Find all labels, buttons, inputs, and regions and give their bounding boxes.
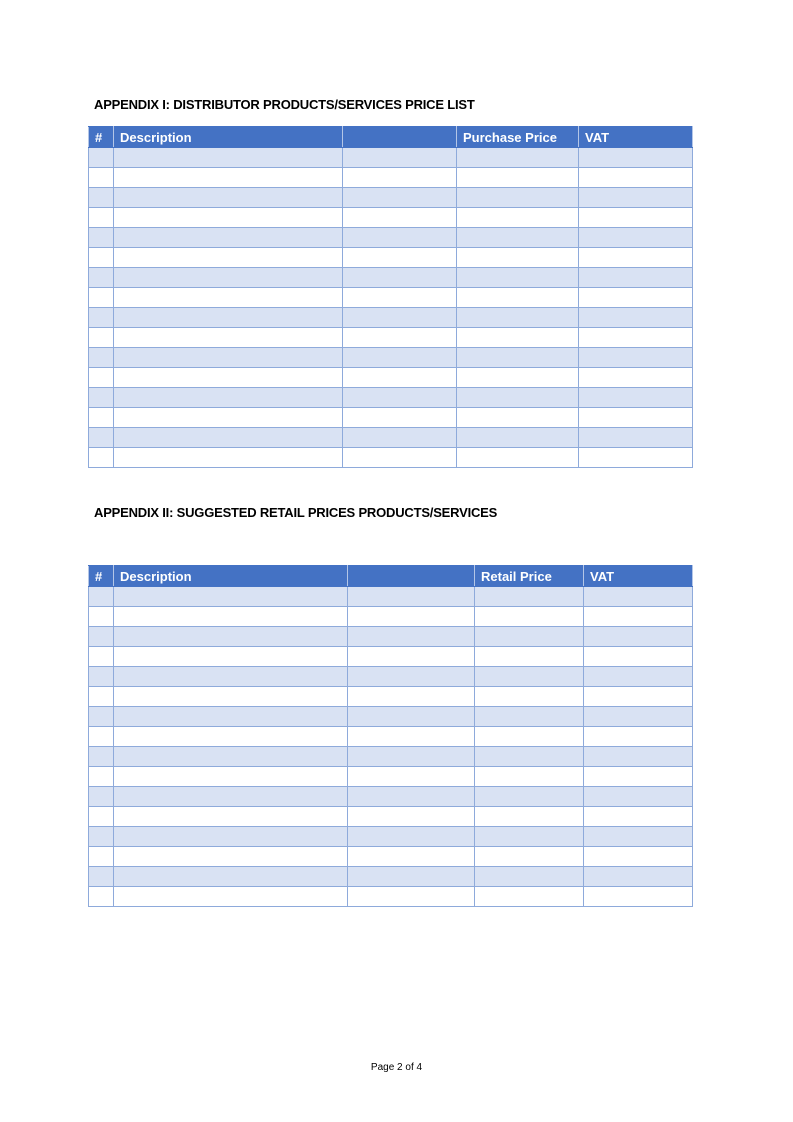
table-cell[interactable] xyxy=(89,388,114,408)
table-cell[interactable] xyxy=(457,228,579,248)
table-cell[interactable] xyxy=(584,847,693,867)
table-cell[interactable] xyxy=(114,847,348,867)
table-cell[interactable] xyxy=(475,847,584,867)
table-cell[interactable] xyxy=(584,647,693,667)
table-row xyxy=(89,368,693,388)
table-cell[interactable] xyxy=(343,448,457,468)
table-cell[interactable] xyxy=(584,607,693,627)
table-cell[interactable] xyxy=(584,827,693,847)
table-cell[interactable] xyxy=(348,827,475,847)
table-cell[interactable] xyxy=(584,867,693,887)
table-row xyxy=(89,168,693,188)
table-cell[interactable] xyxy=(114,887,348,907)
table-cell[interactable] xyxy=(584,687,693,707)
table-cell[interactable] xyxy=(114,368,343,388)
table-cell[interactable] xyxy=(89,767,114,787)
col-vat: VAT xyxy=(579,127,693,148)
table-cell[interactable] xyxy=(89,847,114,867)
table-cell[interactable] xyxy=(114,587,348,607)
table-row xyxy=(89,727,693,747)
table-cell[interactable] xyxy=(348,787,475,807)
table-row xyxy=(89,388,693,408)
table-cell[interactable] xyxy=(579,248,693,268)
table-cell[interactable] xyxy=(348,807,475,827)
table-cell[interactable] xyxy=(579,448,693,468)
table-cell[interactable] xyxy=(457,168,579,188)
table-cell[interactable] xyxy=(89,687,114,707)
table-cell[interactable] xyxy=(348,587,475,607)
table-cell[interactable] xyxy=(114,328,343,348)
table-cell[interactable] xyxy=(114,208,343,228)
table-row xyxy=(89,448,693,468)
table-cell[interactable] xyxy=(343,228,457,248)
table-row xyxy=(89,328,693,348)
table-cell[interactable] xyxy=(89,647,114,667)
table-row xyxy=(89,627,693,647)
table-cell[interactable] xyxy=(343,288,457,308)
table-cell[interactable] xyxy=(348,887,475,907)
table-cell[interactable] xyxy=(114,607,348,627)
table-cell[interactable] xyxy=(89,587,114,607)
table-cell[interactable] xyxy=(579,388,693,408)
table-cell[interactable] xyxy=(579,188,693,208)
table-cell[interactable] xyxy=(579,208,693,228)
table-cell[interactable] xyxy=(348,747,475,767)
table-cell[interactable] xyxy=(475,587,584,607)
table-cell[interactable] xyxy=(584,787,693,807)
table-cell[interactable] xyxy=(114,867,348,887)
table-cell[interactable] xyxy=(89,627,114,647)
table-cell[interactable] xyxy=(579,428,693,448)
table-cell[interactable] xyxy=(457,328,579,348)
table-row xyxy=(89,707,693,727)
table-cell[interactable] xyxy=(89,268,114,288)
table-cell[interactable] xyxy=(475,867,584,887)
table-cell[interactable] xyxy=(114,767,348,787)
table-cell[interactable] xyxy=(343,168,457,188)
table-cell[interactable] xyxy=(457,308,579,328)
table-cell[interactable] xyxy=(114,308,343,328)
table-cell[interactable] xyxy=(579,168,693,188)
table-cell[interactable] xyxy=(114,348,343,368)
col-description: Description xyxy=(114,127,343,148)
table-cell[interactable] xyxy=(89,228,114,248)
table-cell[interactable] xyxy=(114,807,348,827)
table-cell[interactable] xyxy=(584,627,693,647)
table-row xyxy=(89,607,693,627)
table-cell[interactable] xyxy=(584,667,693,687)
table-cell[interactable] xyxy=(114,727,348,747)
table-cell[interactable] xyxy=(475,607,584,627)
table-cell[interactable] xyxy=(475,807,584,827)
table-row xyxy=(89,647,693,667)
table-cell[interactable] xyxy=(579,368,693,388)
table-row xyxy=(89,827,693,847)
table-row xyxy=(89,867,693,887)
col-purchase-price: Purchase Price xyxy=(457,127,579,148)
table-cell[interactable] xyxy=(343,388,457,408)
table-cell[interactable] xyxy=(89,168,114,188)
table-cell[interactable] xyxy=(343,248,457,268)
table-cell[interactable] xyxy=(457,248,579,268)
table-cell[interactable] xyxy=(475,787,584,807)
table-header-row xyxy=(89,566,693,587)
table-cell[interactable] xyxy=(114,288,343,308)
table-cell[interactable] xyxy=(89,607,114,627)
table-row xyxy=(89,747,693,767)
table-cell[interactable] xyxy=(584,807,693,827)
table-cell[interactable] xyxy=(584,727,693,747)
table-cell[interactable] xyxy=(475,647,584,667)
table-cell[interactable] xyxy=(475,747,584,767)
table-cell[interactable] xyxy=(348,727,475,747)
table-cell[interactable] xyxy=(343,148,457,168)
appendix-1-table xyxy=(88,126,693,468)
table-cell[interactable] xyxy=(584,707,693,727)
appendix-2-table xyxy=(88,565,693,907)
appendix-1-title: APPENDIX I: DISTRIBUTOR PRODUCTS/SERVICES PRICE LIST xyxy=(94,97,475,112)
table-cell[interactable] xyxy=(89,408,114,428)
table-cell[interactable] xyxy=(584,767,693,787)
table-cell[interactable] xyxy=(89,348,114,368)
table-cell[interactable] xyxy=(114,707,348,727)
table-cell[interactable] xyxy=(475,627,584,647)
table-row xyxy=(89,687,693,707)
table-row xyxy=(89,428,693,448)
table-cell[interactable] xyxy=(475,887,584,907)
table-row xyxy=(89,787,693,807)
table-row xyxy=(89,148,693,168)
table-cell[interactable] xyxy=(348,767,475,787)
table-cell[interactable] xyxy=(475,767,584,787)
table-cell[interactable] xyxy=(114,827,348,847)
table-cell[interactable] xyxy=(348,867,475,887)
table-cell[interactable] xyxy=(475,727,584,747)
table-cell[interactable] xyxy=(457,148,579,168)
table-row xyxy=(89,587,693,607)
table-row xyxy=(89,268,693,288)
table-cell[interactable] xyxy=(89,328,114,348)
table-cell[interactable] xyxy=(114,148,343,168)
table-cell[interactable] xyxy=(89,148,114,168)
table-cell[interactable] xyxy=(343,428,457,448)
table-cell[interactable] xyxy=(89,887,114,907)
table-row xyxy=(89,348,693,368)
col-number: # xyxy=(89,566,114,587)
table-cell[interactable] xyxy=(475,667,584,687)
table-cell[interactable] xyxy=(89,188,114,208)
table-row xyxy=(89,408,693,428)
table-cell[interactable] xyxy=(343,328,457,348)
table-cell[interactable] xyxy=(114,228,343,248)
table-cell[interactable] xyxy=(114,448,343,468)
table-cell[interactable] xyxy=(89,448,114,468)
table-cell[interactable] xyxy=(343,368,457,388)
table-cell[interactable] xyxy=(343,408,457,428)
table-cell[interactable] xyxy=(114,388,343,408)
table-cell[interactable] xyxy=(89,288,114,308)
table-row xyxy=(89,228,693,248)
table-cell[interactable] xyxy=(348,687,475,707)
table-cell[interactable] xyxy=(457,288,579,308)
table-header-row xyxy=(89,127,693,148)
table-row xyxy=(89,208,693,228)
table-cell[interactable] xyxy=(348,647,475,667)
table-cell[interactable] xyxy=(89,747,114,767)
table-cell[interactable] xyxy=(89,368,114,388)
table-row xyxy=(89,767,693,787)
table-cell[interactable] xyxy=(89,707,114,727)
table-cell[interactable] xyxy=(343,308,457,328)
table-row xyxy=(89,248,693,268)
table-cell[interactable] xyxy=(114,747,348,767)
table-cell[interactable] xyxy=(114,428,343,448)
page-number: Page 2 of 4 xyxy=(370,1062,423,1073)
table-row xyxy=(89,667,693,687)
table-cell[interactable] xyxy=(89,428,114,448)
col-description: Description xyxy=(114,566,348,587)
col-blank xyxy=(343,127,457,148)
table-cell[interactable] xyxy=(475,827,584,847)
appendix-2-title: APPENDIX II: SUGGESTED RETAIL PRICES PRODUCTS/SERVICES xyxy=(94,505,498,520)
table-cell[interactable] xyxy=(579,288,693,308)
table-cell[interactable] xyxy=(89,248,114,268)
table-row xyxy=(89,188,693,208)
table-cell[interactable] xyxy=(114,787,348,807)
col-blank xyxy=(348,566,475,587)
table-cell[interactable] xyxy=(457,388,579,408)
table-cell[interactable] xyxy=(348,707,475,727)
table-cell[interactable] xyxy=(475,687,584,707)
table-cell[interactable] xyxy=(457,268,579,288)
table-cell[interactable] xyxy=(348,667,475,687)
table-row xyxy=(89,288,693,308)
table-cell[interactable] xyxy=(343,208,457,228)
table-cell[interactable] xyxy=(579,408,693,428)
table-cell[interactable] xyxy=(89,827,114,847)
table-cell[interactable] xyxy=(114,687,348,707)
table-cell[interactable] xyxy=(584,887,693,907)
table-cell[interactable] xyxy=(89,208,114,228)
table-cell[interactable] xyxy=(114,627,348,647)
table-cell[interactable] xyxy=(579,228,693,248)
table-cell[interactable] xyxy=(579,268,693,288)
table-cell[interactable] xyxy=(584,747,693,767)
table-cell[interactable] xyxy=(343,188,457,208)
table-row xyxy=(89,887,693,907)
table-cell[interactable] xyxy=(457,408,579,428)
table-cell[interactable] xyxy=(457,208,579,228)
table-cell[interactable] xyxy=(89,787,114,807)
table-cell[interactable] xyxy=(89,867,114,887)
table-row xyxy=(89,308,693,328)
table-cell[interactable] xyxy=(579,328,693,348)
col-number: # xyxy=(89,127,114,148)
table-cell[interactable] xyxy=(89,308,114,328)
table-row xyxy=(89,847,693,867)
table-cell[interactable] xyxy=(89,667,114,687)
table-cell[interactable] xyxy=(114,268,343,288)
table-cell[interactable] xyxy=(114,248,343,268)
table-cell[interactable] xyxy=(114,188,343,208)
table-cell[interactable] xyxy=(579,148,693,168)
table-cell[interactable] xyxy=(475,707,584,727)
table-cell[interactable] xyxy=(348,847,475,867)
table-cell[interactable] xyxy=(584,587,693,607)
table-cell[interactable] xyxy=(457,428,579,448)
table-cell[interactable] xyxy=(579,348,693,368)
table-cell[interactable] xyxy=(114,408,343,428)
table-cell[interactable] xyxy=(343,348,457,368)
table-cell[interactable] xyxy=(343,268,457,288)
table-cell[interactable] xyxy=(457,368,579,388)
table-cell[interactable] xyxy=(579,308,693,328)
table-cell[interactable] xyxy=(114,168,343,188)
col-vat: VAT xyxy=(584,566,693,587)
table-cell[interactable] xyxy=(89,727,114,747)
table-row xyxy=(89,807,693,827)
table-cell[interactable] xyxy=(114,647,348,667)
table-cell[interactable] xyxy=(89,807,114,827)
table-cell[interactable] xyxy=(457,188,579,208)
table-cell[interactable] xyxy=(457,348,579,368)
col-retail-price: Retail Price xyxy=(475,566,584,587)
table-cell[interactable] xyxy=(114,667,348,687)
table-cell[interactable] xyxy=(348,607,475,627)
table-cell[interactable] xyxy=(457,448,579,468)
table-cell[interactable] xyxy=(348,627,475,647)
